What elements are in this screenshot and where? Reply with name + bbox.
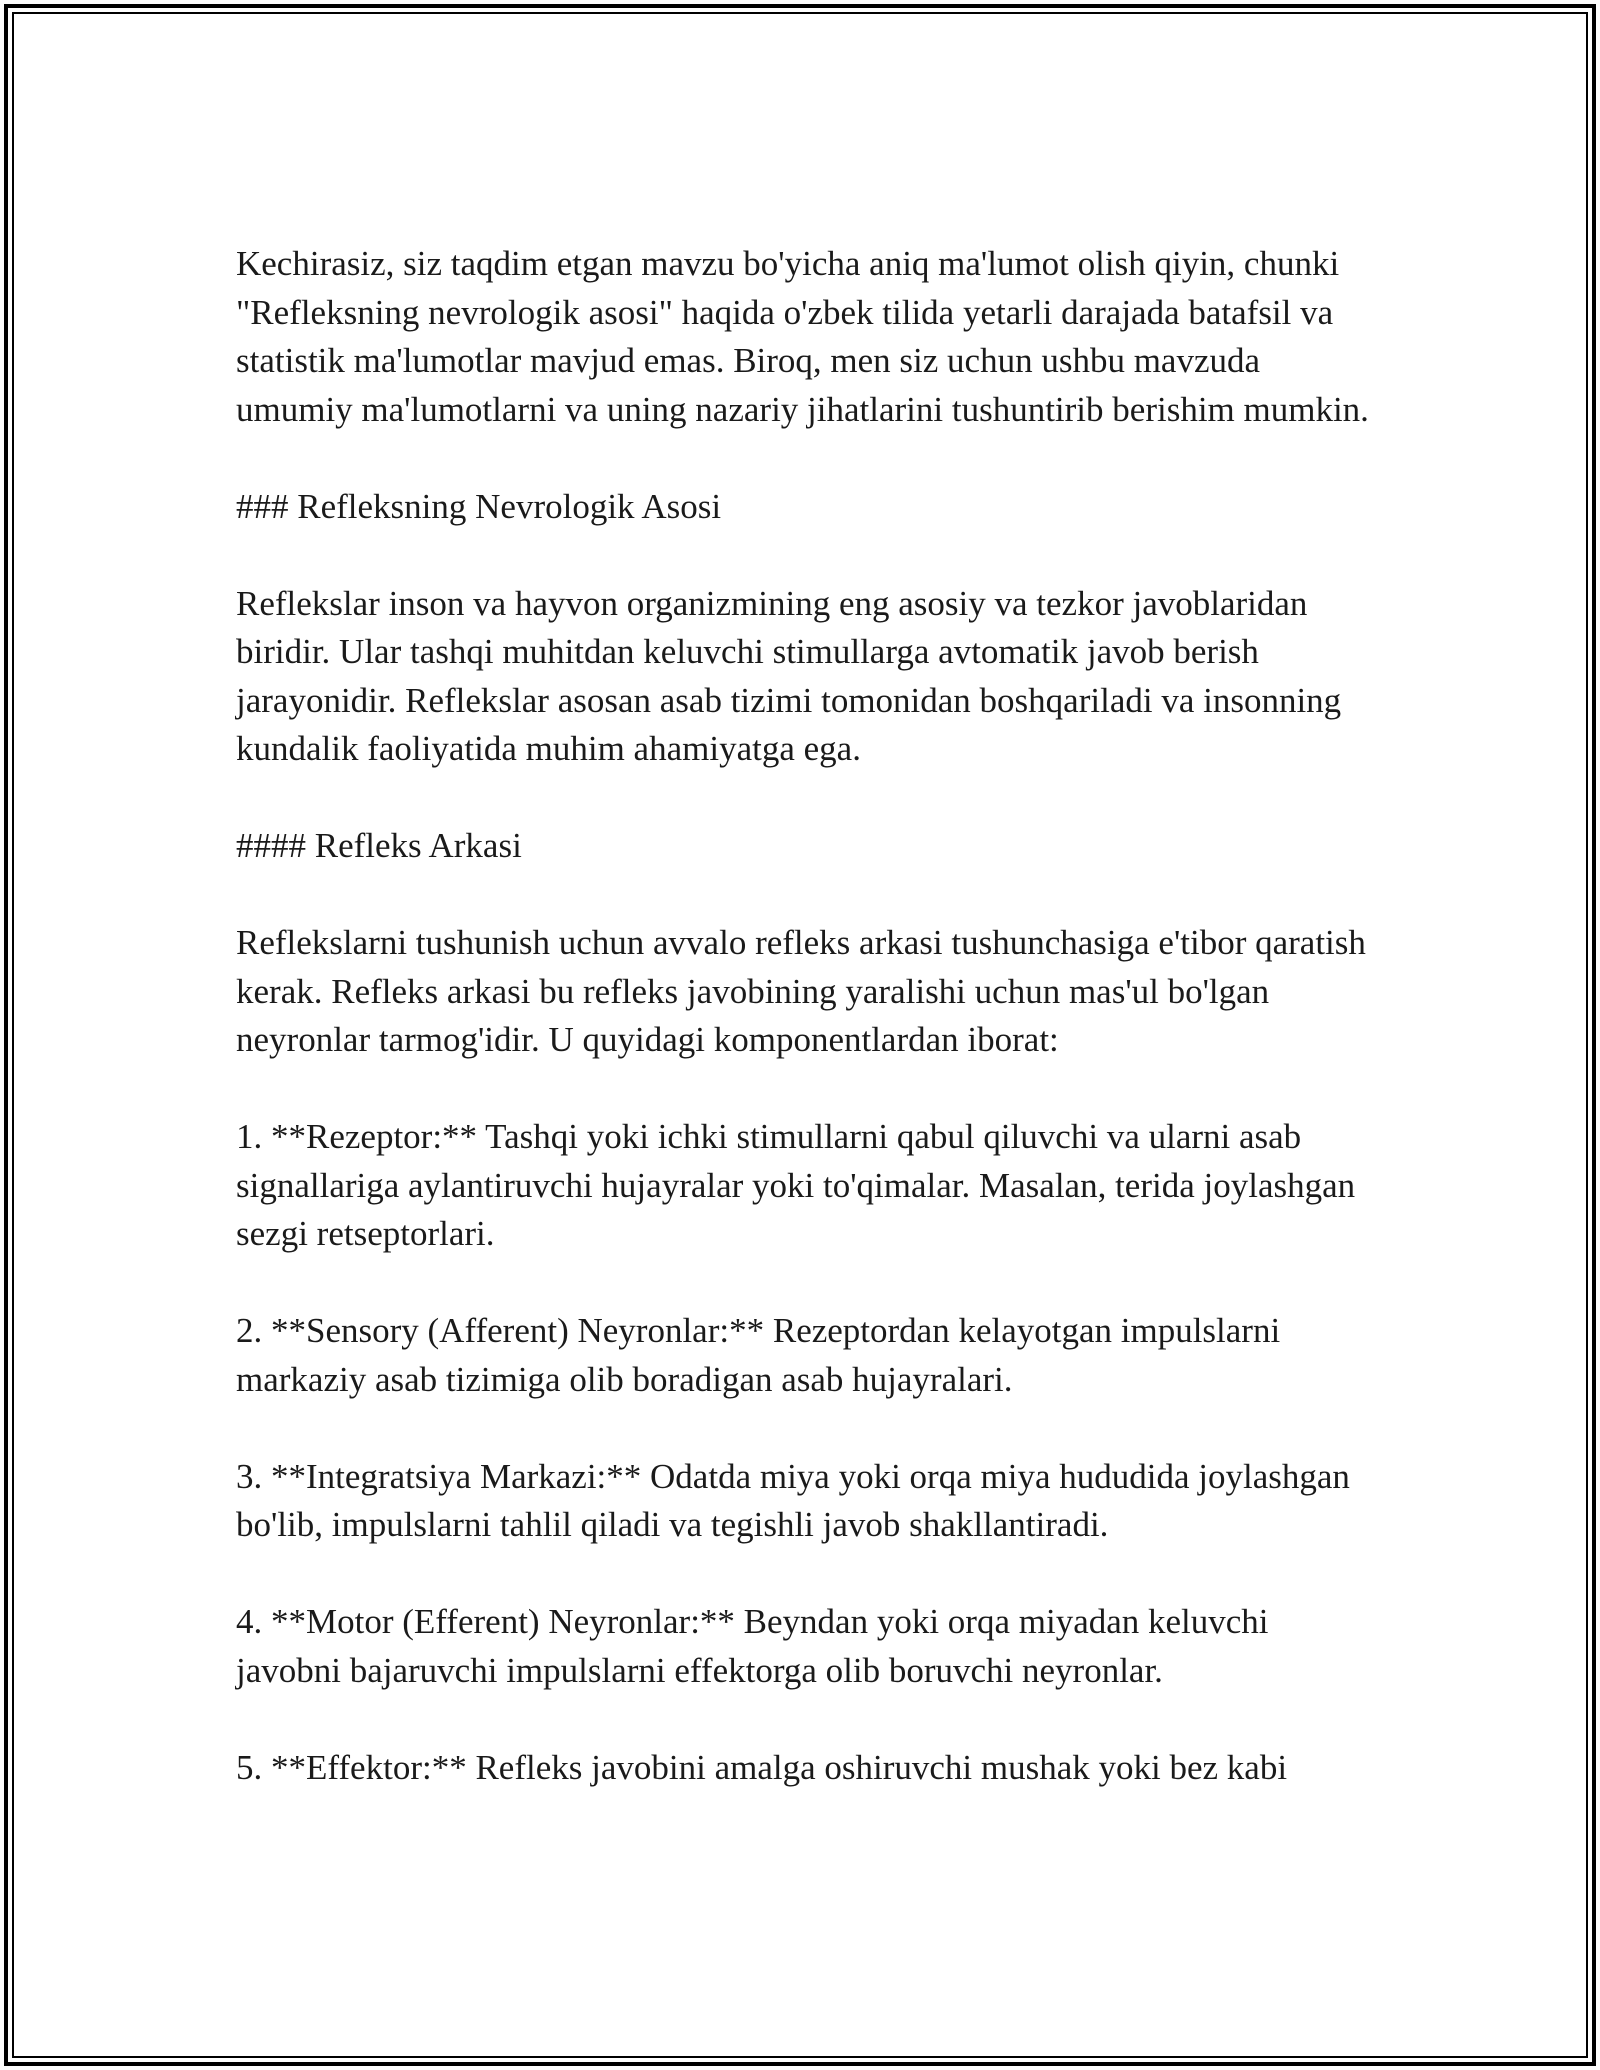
- list-item-motor-neurons: 4. **Motor (Efferent) Neyronlar:** Beyndan yoki orqa miyadan keluvchi javobni bajaruvchi impulslarni effektorga olib boruvchi neyronlar.: [236, 1602, 1269, 1690]
- list-item-receptor: 1. **Rezeptor:** Tashqi yoki ichki stimullarni qabul qiluvchi va ularni asab signallariga aylantiruvchi hujayralar yoki to'qimalar. Masalan, terida joylashgan sezgi retseptorlari.: [236, 1117, 1356, 1253]
- reflex-arc-paragraph: Reflekslarni tushunish uchun avvalo refleks arkasi tushunchasiga e'tibor qaratish kerak. Refleks arkasi bu refleks javobining yaralishi uchun mas'ul bo'lgan neyronlar tarmog'idir. U quyidagi komponentlardan iborat:: [236, 923, 1366, 1059]
- reflexes-paragraph: Reflekslar inson va hayvon organizmining eng asosiy va tezkor javoblaridan biridir. Ular tashqi muhitdan keluvchi stimullarga avtomatik javob berish jarayonidir. Reflekslar asosan asab tizimi tomonidan boshqariladi va insonning kundalik faoliyatida muhim ahamiyatga ega.: [236, 583, 1342, 768]
- list-item-integration-center: 3. **Integratsiya Markazi:** Odatda miya yoki orqa miya hududida joylashgan bo'lib, impulslarni tahlil qiladi va tegishli javob shakllantiradi.: [236, 1456, 1350, 1544]
- subsection-heading: #### Refleks Arkasi: [236, 826, 522, 865]
- list-item-sensory-neurons: 2. **Sensory (Afferent) Neyronlar:** Rezeptordan kelayotgan impulslarni markaziy asab tizimiga olib boradigan asab hujayralari.: [236, 1311, 1281, 1399]
- section-heading: ### Refleksning Nevrologik Asosi: [236, 486, 722, 526]
- list-item-effector: 5. **Effektor:** Refleks javobini amalga oshiruvchi mushak yoki bez kabi: [236, 1747, 1288, 1787]
- intro-paragraph: Kechirasiz, siz taqdim etgan mavzu bo'yicha aniq ma'lumot olish qiyin, chunki "Refleksning nevrologik asosi" haqida o'zbek tilida yetarli darajada batafsil va statistik ma'lumotlar mavjud emas. Biroq, men siz uchun ushbu mavzuda umumiy ma'lumotlarni va uning nazariy jihatlarini tushuntirib berishim mumkin.: [236, 244, 1369, 429]
- document-body: [236, 240, 1376, 1841]
